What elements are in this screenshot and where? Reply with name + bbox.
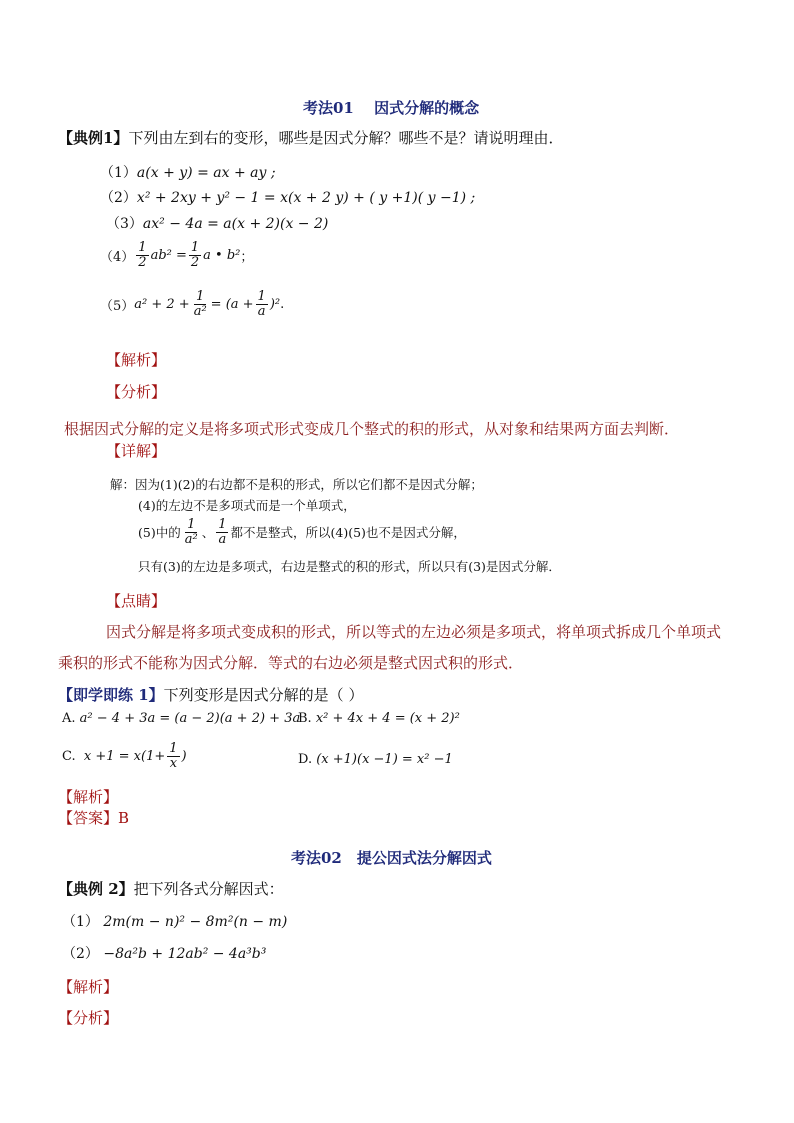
item-3-expr: ax² − 4a = a(x + 2)(x − 2): [142, 216, 329, 232]
example-2-text: 把下列各式分解因式：: [133, 880, 284, 898]
item-1-label: （1）: [100, 165, 137, 181]
item-4-frac-left: $\frac{1}{2}$: [138, 240, 147, 270]
example-2-item-2-expr: −8a²b + 12ab² − 4a³b³: [103, 946, 267, 962]
item-5: （5） a² + 2 + $\frac{1}{\text{a²}}$ = (a + $\frac{1}{a}$ )² .: [100, 289, 285, 319]
detail-frac-2: $\frac{1}{a}$: [218, 517, 227, 547]
option-a-label: A.: [62, 711, 76, 726]
option-a-expr: a² − 4 + 3a = (a − 2)(a + 2) + 3a: [79, 711, 301, 726]
item-2: [100, 187, 475, 207]
example-2-fenxi-tag: 【分析】: [58, 1009, 119, 1027]
option-b-expr: x² + 4x + 4 = (x + 2)²: [315, 711, 460, 726]
example-1-tag: 【典例1】: [58, 129, 129, 147]
item-1: [100, 162, 276, 182]
item-4-pre: ab² =: [150, 247, 187, 263]
item-5-post: )²: [269, 296, 281, 312]
answer-tag: 【答案】: [58, 809, 119, 827]
example-2-line: [58, 878, 284, 899]
item-3: [106, 213, 328, 233]
item-5-pre: a² + 2 +: [134, 296, 190, 312]
answer-value: B: [118, 809, 130, 827]
item-1-expr: a(x + y) = ax + ay ;: [136, 165, 276, 181]
dianjing-tag-1: 【点睛】: [106, 592, 167, 610]
item-3-label: （3）: [106, 216, 143, 232]
practice-1-question: 下列变形是因式分解的是（ ）: [163, 686, 364, 704]
example-2-item-2: [62, 943, 266, 963]
practice-1-answer: [58, 807, 129, 828]
detail-frac-1: $\frac{1}{\text{a²}}$: [184, 517, 198, 547]
item-5-frac-left: $\frac{1}{\text{a²}}$: [193, 289, 207, 319]
practice-1-line: [58, 684, 363, 705]
option-c-frac: $\frac{1}{x}$: [169, 741, 178, 771]
detail-line-2: (4)的左边不是多项式而是一个单项式，: [138, 498, 356, 513]
section-title-1: 考法01 因式分解的概念: [303, 99, 480, 117]
option-c: C. x +1 = x(1+ $\frac{1}{x}$ ): [62, 741, 187, 771]
section-title-2: 考法02 提公因式法分解因式: [291, 849, 492, 867]
item-5-mid: = (a +: [210, 296, 254, 312]
item-4-label: （4）: [100, 249, 135, 265]
item-2-label: （2）: [100, 190, 137, 206]
option-c-pre: x +1 = x(1+: [83, 748, 166, 764]
option-d: [298, 752, 453, 767]
example-2-analysis-tag: 【解析】: [58, 978, 119, 996]
analysis-tag-1: 【解析】: [106, 351, 167, 369]
example-2-item-1-label: （1）: [62, 914, 99, 930]
example-2-tag: 【典例 2】: [58, 880, 134, 898]
detail-line-3: (5)中的 $\frac{1}{\text{a²}}$ 、 $\frac{1}{a}$ 都不是整式，所以(4)(5)也不是因式分解，: [138, 517, 466, 547]
detail-tag-1: 【详解】: [106, 442, 167, 460]
item-4-frac-right: $\frac{1}{2}$: [190, 240, 200, 270]
practice-1-analysis-tag: 【解析】: [58, 788, 119, 806]
example-2-item-2-label: （2）: [62, 946, 99, 962]
detail-line-4: 只有(3)的左边是多项式，右边是整式的积的形式，所以只有(3)是因式分解．: [138, 559, 561, 574]
example-1-line: [58, 127, 563, 148]
option-d-expr: (x +1)(x −1) = x² −1: [316, 752, 453, 767]
dianjing-line-2: 乘积的形式不能称为因式分解．等式的右边必须是整式因式积的形式．: [58, 654, 524, 672]
practice-1-tag: 【即学即练 1】: [58, 686, 164, 704]
item-5-label: （5）: [100, 298, 135, 314]
example-2-item-1: [62, 911, 287, 931]
fenxi-text-1: 根据因式分解的定义是将多项式形式变成几个整式的积的形式，从对象和结果两方面去判断．: [64, 420, 680, 438]
dianjing-line-1: 因式分解是将多项式变成积的形式，所以等式的左边必须是多项式，将单项式拆成几个单项式: [106, 623, 722, 641]
item-2-expr: x² + 2xy + y² − 1 = x(x + 2 y) + ( y +1)( y −1) ;: [136, 190, 476, 206]
item-5-frac-right: $\frac{1}{a}$: [257, 289, 266, 319]
detail-line-1: 解：因为(1)(2)的右边都不是积的形式，所以它们都不是因式分解；: [110, 477, 483, 492]
fenxi-tag-1: 【分析】: [106, 383, 167, 401]
option-b: [298, 711, 460, 726]
option-a: [62, 711, 300, 726]
example-1-text: 下列由左到右的变形，哪些是因式分解？哪些不是？请说明理由．: [128, 129, 564, 147]
example-2-item-1-expr: 2m(m − n)² − 8m²(n − m): [103, 914, 288, 930]
item-4-post: a • b²: [203, 247, 241, 263]
option-c-label: C.: [62, 748, 76, 764]
item-4: （4） $\frac{1}{2}$ ab² = $\frac{1}{2}$ a • b² ；: [100, 240, 254, 270]
option-b-label: B.: [298, 711, 312, 726]
option-d-label: D.: [298, 752, 313, 767]
